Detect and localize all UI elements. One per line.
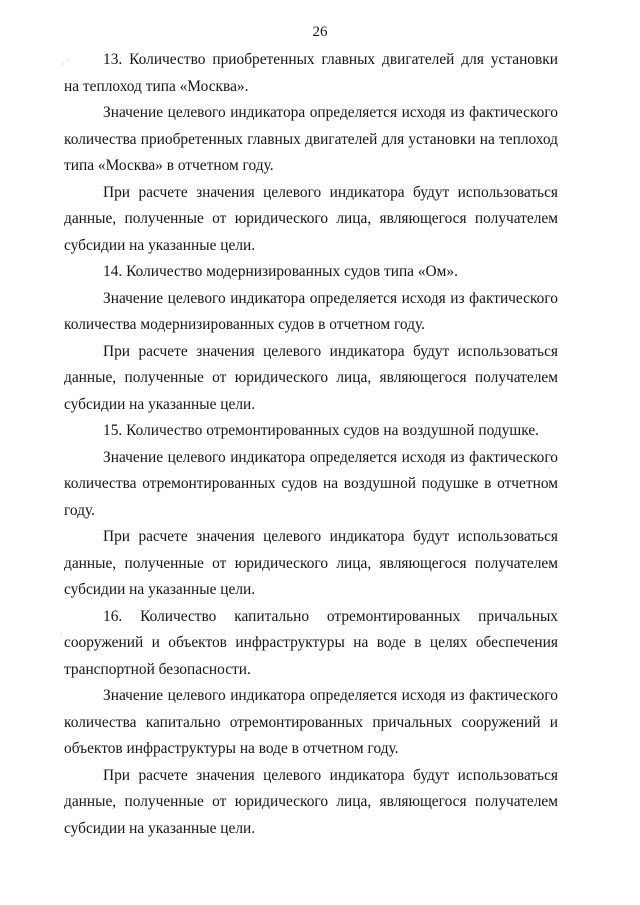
document-body xyxy=(64,47,558,842)
paragraph-item-16-title: 16. Количество капитально отремонтированных причальных сооружений и объектов инфраструктуры на воде в целях обеспечения транспортной безопасности. xyxy=(64,607,558,678)
paragraph-item-13-title: 13. Количество приобретенных главных двигателей для установки на теплоход типа «Москва». xyxy=(64,51,558,95)
paragraph-item-15-data-source: При расчете значения целевого индикатора будут использоваться данные, полученные от юридического лица, являющегося получателем субсидии на указанные цели. xyxy=(64,528,558,598)
paragraph-item-14-definition: Значение целевого индикатора определяется исходя из фактического количества модернизированных судов в отчетном году. xyxy=(64,289,558,333)
scan-speck: · xyxy=(548,464,551,474)
page-number: 26 xyxy=(312,24,328,40)
paragraph-item-13-data-source: При расчете значения целевого индикатора будут использоваться данные, полученные от юридического лица, являющегося получателем субсидии на указанные цели. xyxy=(64,183,558,254)
paragraph-item-14-data-source: При расчете значения целевого индикатора будут использоваться данные, полученные от юридического лица, являющегося получателем субсидии на указанные цели. xyxy=(64,342,558,413)
paragraph-item-16-definition: Значение целевого индикатора определяется исходя из фактического количества капитально отремонтированных причальных сооружений и объектов инфраструктуры на воде в отчетном году. xyxy=(64,687,558,757)
paragraph-item-15-title: 15. Количество отремонтированных судов на воздушной подушке. xyxy=(103,422,540,439)
scan-speck: ·˙ xyxy=(62,60,70,70)
scan-speck: · xyxy=(60,630,63,640)
paragraph-item-14-title: 14. Количество модернизированных судов типа «Ом». xyxy=(103,263,458,280)
paragraph-item-13-definition: Значение целевого индикатора определяется исходя из фактического количества приобретенных главных двигателей для установки на теплоход типа «Москва» в отчетном году. xyxy=(64,104,558,174)
paragraph-item-16-data-source: При расчете значения целевого индикатора будут использоваться данные, полученные от юридического лица, являющегося получателем субсидии на указанные цели. xyxy=(64,766,558,837)
paragraph-item-15-definition: Значение целевого индикатора определяется исходя из фактического количества отремонтированных судов на воздушной подушке в отчетном году. xyxy=(64,448,558,519)
